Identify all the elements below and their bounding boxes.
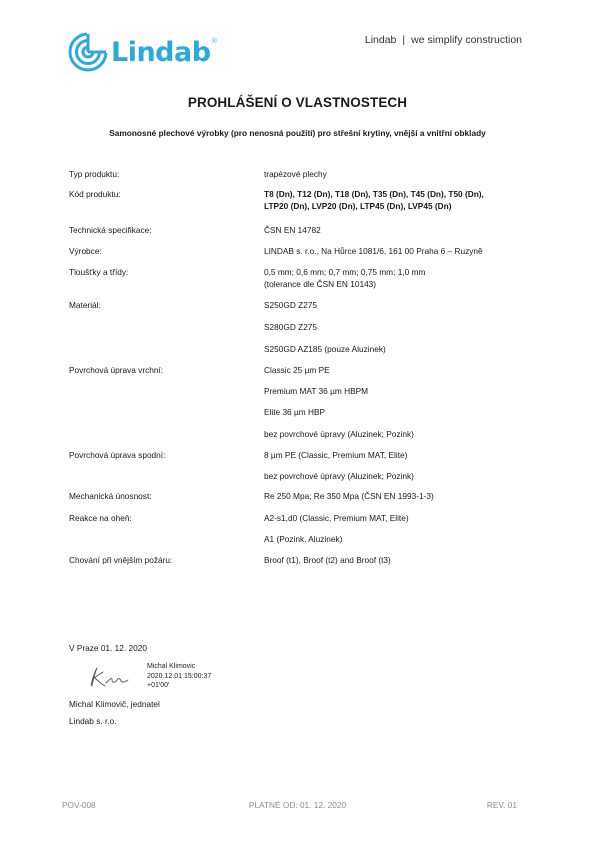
header-tagline (365, 34, 522, 46)
document-subtitle: Samonosné plechové výrobky (pro nenosná použití) pro střešní krytiny, vnější a vnitřní obklady (109, 128, 486, 138)
label-product-code: Kód produktu: (69, 189, 121, 199)
label-fire-reaction: Reakce na oheň: (69, 513, 132, 523)
value-manufacturer: LINDAB s. r.o., Na Hůrce 1081/6, 161 00 Praha 6 – Ruzyně (264, 246, 483, 256)
value-material-2: S280GD Z275 (264, 322, 318, 332)
label-mechanical-strength: Mechanická únosnost: (69, 491, 152, 501)
tagline-text: we simplify construction (411, 34, 522, 46)
value-material-1: S250GD Z275 (264, 300, 318, 310)
tagline-brand: Lindab (364, 34, 397, 46)
handwritten-signature (88, 665, 132, 694)
value-product-code: T8 (Dn), T12 (Dn), T18 (Dn), T35 (Dn), T45 (Dn), T50 (Dn), LTP20 (Dn), LVP20 (Dn), LTP45 (Dn), LVP45 (Dn) (264, 189, 484, 211)
label-external-fire: Chování při vnějším požáru: (69, 555, 173, 565)
lindab-logo (68, 30, 217, 74)
label-material: Materiál: (69, 300, 101, 310)
label-product-type: Typ produktu: (69, 169, 120, 179)
value-product-type: trapézové plechy (264, 169, 327, 179)
lindab-logo-icon (68, 32, 108, 72)
value-thickness: 0,5 mm; 0,6 mm; 0,7 mm; 0,75 mm; 1,0 mm (tolerance dle ČSN EN 10143) (264, 267, 426, 289)
label-technical-spec: Technická specifikace: (69, 225, 152, 235)
place-date: V Praze 01. 12. 2020 (69, 643, 147, 653)
value-top-coating-2: Premium MAT 36 µm HBPM (264, 386, 369, 396)
footer-doc-code: POV-008 (62, 800, 96, 810)
digital-signature-info (147, 662, 211, 691)
value-bottom-coating-1: 8 µm PE (Classic, Premium MAT, Elite) (264, 450, 408, 460)
value-external-fire: Broof (t1), Broof (t2) and Broof (t3) (264, 555, 391, 565)
value-top-coating-4: bez povrchové úpravy (Aluzinek; Pozink) (264, 429, 414, 439)
signatory-name: Michal Klimovič, jednatel (69, 699, 160, 709)
signed-datetime: 2020.12.01 15:00:37 (147, 672, 212, 680)
company-name: Lindab s. r.o. (69, 716, 117, 726)
value-top-coating-1: Classic 25 µm PE (264, 365, 330, 375)
label-manufacturer: Výrobce: (69, 246, 102, 256)
value-technical-spec: ČSN EN 14782 (264, 225, 321, 235)
value-bottom-coating-2: bez povrchové úpravy (Aluzinek; Pozink) (264, 471, 414, 481)
footer-revision: REV. 01 (486, 800, 517, 810)
document-title: PROHLÁŠENÍ O VLASTNOSTECH (187, 95, 408, 110)
signed-by: Michal Klimovic (147, 663, 196, 670)
value-mechanical-strength: Re 250 Mpa; Re 350 Mpa (ČSN EN 1993-1-3) (264, 491, 434, 501)
label-bottom-coating: Povrchová úprava spodní: (69, 450, 166, 460)
value-material-3: S250GD AZ185 (pouze Aluzinek) (264, 344, 386, 354)
tagline-separator: | (402, 34, 406, 46)
value-fire-reaction-1: A2-s1,d0 (Classic, Premium MAT, Elite) (264, 513, 409, 523)
label-top-coating: Povrchová úprava vrchní: (69, 365, 164, 375)
signed-timezone: +01'00' (147, 682, 170, 689)
value-fire-reaction-2: A1 (Pozink, Aluzinek) (264, 534, 343, 544)
label-thickness: Tloušťky a třídy: (69, 267, 129, 277)
registered-mark: ® (211, 37, 217, 45)
footer-valid-from: PLATNÉ OD: 01. 12. 2020 (248, 800, 347, 810)
value-top-coating-3: Elite 36 µm HBP (264, 407, 326, 417)
brand-name: Lindab (111, 36, 211, 68)
